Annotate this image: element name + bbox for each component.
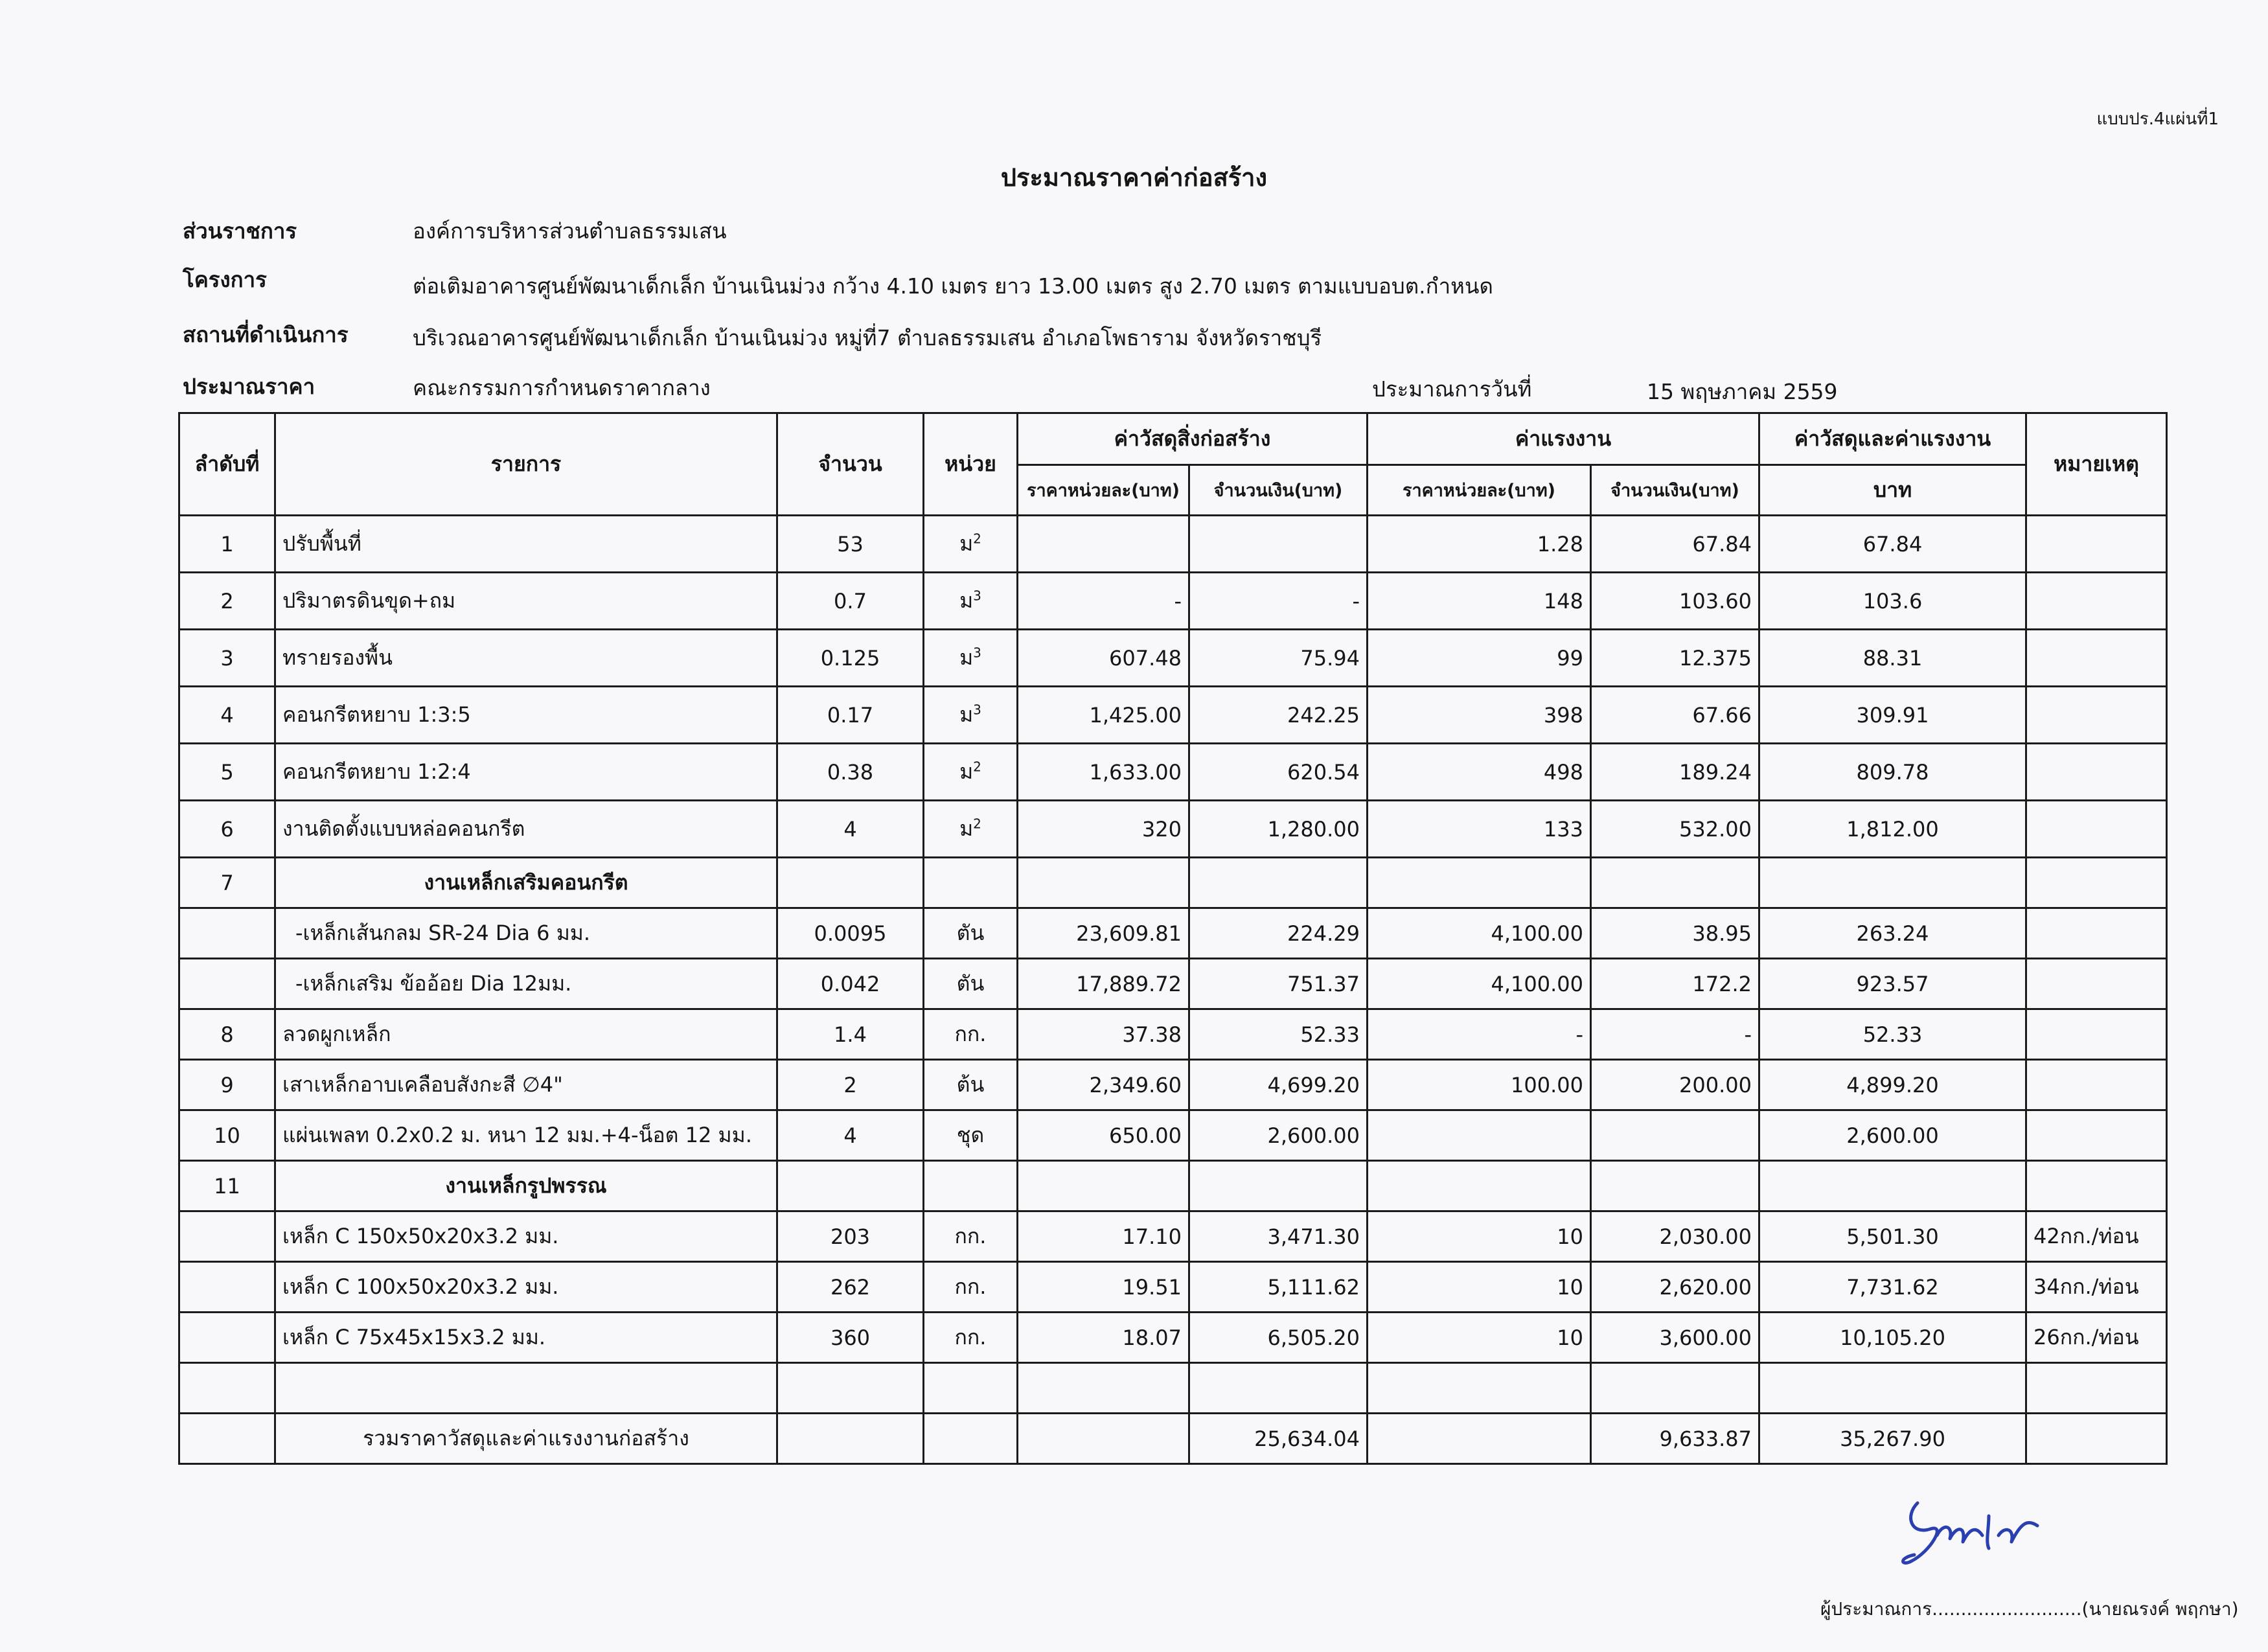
row-unit-text: ต้น [956, 1072, 985, 1097]
row-labor-amount: 200.00 [1591, 1060, 1759, 1110]
summary-labor-amount: 9,633.87 [1591, 1414, 1759, 1464]
row-unit-text: ม [959, 816, 974, 841]
row-remark [2026, 1009, 2167, 1060]
row-qty: 4 [777, 801, 924, 858]
row-total: 2,600.00 [1759, 1110, 2026, 1161]
summary-qty-cell [777, 1414, 924, 1464]
row-no [179, 1313, 275, 1363]
empty-cell [777, 858, 924, 908]
row-qty: 53 [777, 516, 924, 573]
col-header-unit: หน่วย [924, 413, 1018, 516]
row-labor-unit-price: 133 [1368, 801, 1591, 858]
form-code: แบบปร.4แผ่นที่1 [2096, 109, 2219, 129]
col-header-remark: หมายเหตุ [2026, 413, 2167, 516]
row-unit [924, 959, 1018, 1009]
summary-total: 35,267.90 [1759, 1414, 2026, 1464]
row-unit-text: ม [959, 588, 974, 613]
row-no: 6 [179, 801, 275, 858]
row-total: 309.91 [1759, 687, 2026, 744]
summary-no-cell [179, 1414, 275, 1464]
row-no [179, 1211, 275, 1262]
estimate-date-label: ประมาณการวันที่ [1372, 376, 1532, 402]
row-unit [924, 1060, 1018, 1110]
row-no: 8 [179, 1009, 275, 1060]
row-item: เหล็ก C 150x50x20x3.2 มม. [275, 1211, 777, 1262]
signature-image [1892, 1490, 2060, 1581]
row-qty: 0.0095 [777, 908, 924, 959]
row-qty: 4 [777, 1110, 924, 1161]
row-unit-text: ตัน [956, 921, 985, 945]
row-labor-unit-price: 10 [1368, 1262, 1591, 1313]
row-item: -เหล็กเส้นกลม SR-24 Dia 6 มม. [275, 908, 777, 959]
row-total: 809.78 [1759, 744, 2026, 801]
row-labor-amount: 172.2 [1591, 959, 1759, 1009]
table-row [179, 687, 2167, 744]
row-unit-text: กก. [954, 1224, 987, 1248]
row-unit-text: กก. [954, 1022, 987, 1046]
row-material-amount: 242.25 [1189, 687, 1368, 744]
row-unit-text: ม [959, 759, 974, 784]
col-header-material-unit-price: ราคาหน่วยละ(บาท) [1018, 465, 1189, 516]
row-material-unit-price [1018, 1363, 1189, 1414]
row-no: 4 [179, 687, 275, 744]
row-labor-amount: 2,030.00 [1591, 1211, 1759, 1262]
row-unit [924, 801, 1018, 858]
row-material-amount: 6,505.20 [1189, 1313, 1368, 1363]
site-value: บริเวณอาคารศูนย์พัฒนาเด็กเล็ก บ้านเนินม่วง หมู่ที่7 ตำบลธรรมเสน อำเภอโพธาราม จังหวัดราชบุรี [413, 325, 1322, 350]
row-labor-unit-price: 100.00 [1368, 1060, 1591, 1110]
table-row [179, 858, 2167, 908]
summary-label: รวมราคาวัสดุและค่าแรงงานก่อสร้าง [275, 1414, 777, 1464]
cost-estimate-table [178, 412, 2168, 1465]
col-header-total: ค่าวัสดุและค่าแรงงาน [1759, 413, 2026, 465]
table-row [179, 1262, 2167, 1313]
empty-cell [1759, 1161, 2026, 1211]
row-remark [2026, 1060, 2167, 1110]
row-total [1759, 1363, 2026, 1414]
row-labor-unit-price: 99 [1368, 630, 1591, 687]
row-material-unit-price: 17.10 [1018, 1211, 1189, 1262]
row-unit [924, 1110, 1018, 1161]
row-item: -เหล็กเสริม ข้ออ้อย Dia 12มม. [275, 959, 777, 1009]
empty-cell [1189, 858, 1368, 908]
estimator-value: คณะกรรมการกำหนดราคากลาง [413, 375, 711, 400]
row-unit-superscript: 3 [973, 645, 981, 661]
row-labor-unit-price: 498 [1368, 744, 1591, 801]
row-no: 1 [179, 516, 275, 573]
col-header-labor-amount: จำนวนเงิน(บาท) [1591, 465, 1759, 516]
table-row [179, 516, 2167, 573]
row-qty: 203 [777, 1211, 924, 1262]
row-no [179, 959, 275, 1009]
empty-cell [924, 858, 1018, 908]
row-item: ทรายรองพื้น [275, 630, 777, 687]
table-row [179, 908, 2167, 959]
empty-cell [2026, 1161, 2167, 1211]
row-remark [2026, 801, 2167, 858]
row-qty: 0.38 [777, 744, 924, 801]
row-material-amount: 620.54 [1189, 744, 1368, 801]
row-material-unit-price: 37.38 [1018, 1009, 1189, 1060]
row-material-unit-price: 17,889.72 [1018, 959, 1189, 1009]
row-unit-superscript: 3 [973, 588, 981, 604]
row-no: 5 [179, 744, 275, 801]
row-labor-amount: 3,600.00 [1591, 1313, 1759, 1363]
row-group-title: งานเหล็กรูปพรรณ [275, 1161, 777, 1211]
row-qty [777, 1363, 924, 1414]
row-labor-amount: 67.66 [1591, 687, 1759, 744]
row-unit-superscript: 2 [973, 759, 981, 775]
row-material-unit-price: 320 [1018, 801, 1189, 858]
col-header-labor: ค่าแรงงาน [1368, 413, 1759, 465]
table-row [179, 630, 2167, 687]
project-value: ต่อเติมอาคารศูนย์พัฒนาเด็กเล็ก บ้านเนินม่วง กว้าง 4.10 เมตร ยาว 13.00 เมตร สูง 2.70 เมตร ตามแบบอบต.กำหนด [413, 273, 1493, 299]
row-material-amount [1189, 1363, 1368, 1414]
estimator-signature-line: ผู้ประมาณการ..........................(นายณรงค์ พฤกษา) [1820, 1598, 2239, 1620]
row-qty: 2 [777, 1060, 924, 1110]
row-unit-superscript: 2 [973, 531, 981, 547]
empty-cell [924, 1161, 1018, 1211]
estimator-label: ประมาณราคา [183, 374, 315, 399]
col-header-no: ลำดับที่ [179, 413, 275, 516]
row-total: 10,105.20 [1759, 1313, 2026, 1363]
row-labor-unit-price: 148 [1368, 573, 1591, 630]
summary-remark-cell [2026, 1414, 2167, 1464]
row-unit [924, 1009, 1018, 1060]
row-material-unit-price: 2,349.60 [1018, 1060, 1189, 1110]
row-total: 67.84 [1759, 516, 2026, 573]
row-total: 5,501.30 [1759, 1211, 2026, 1262]
row-material-amount: 5,111.62 [1189, 1262, 1368, 1313]
row-labor-amount [1591, 1363, 1759, 1414]
table-row [179, 1110, 2167, 1161]
row-no [179, 1363, 275, 1414]
row-labor-amount: 532.00 [1591, 801, 1759, 858]
agency-label: ส่วนราชการ [183, 218, 297, 244]
row-unit [924, 1262, 1018, 1313]
row-material-amount: 2,600.00 [1189, 1110, 1368, 1161]
row-item [275, 1363, 777, 1414]
row-remark: 42กก./ท่อน [2026, 1211, 2167, 1262]
summary-lab-unit-cell [1368, 1414, 1591, 1464]
empty-cell [1018, 858, 1189, 908]
row-labor-amount: 67.84 [1591, 516, 1759, 573]
summary-mat-unit-cell [1018, 1414, 1189, 1464]
row-total: 88.31 [1759, 630, 2026, 687]
row-remark [2026, 516, 2167, 573]
row-item: ลวดผูกเหล็ก [275, 1009, 777, 1060]
row-material-unit-price [1018, 516, 1189, 573]
row-material-amount: 52.33 [1189, 1009, 1368, 1060]
row-material-amount: 1,280.00 [1189, 801, 1368, 858]
row-unit [924, 687, 1018, 744]
col-header-baht: บาท [1759, 465, 2026, 516]
row-material-unit-price: 650.00 [1018, 1110, 1189, 1161]
row-qty: 0.125 [777, 630, 924, 687]
row-labor-unit-price [1368, 1110, 1591, 1161]
row-unit-text: ม [959, 645, 974, 670]
agency-value: องค์การบริหารส่วนตำบลธรรมเสน [413, 218, 727, 244]
row-no: 3 [179, 630, 275, 687]
row-labor-amount: 2,620.00 [1591, 1262, 1759, 1313]
row-remark [2026, 959, 2167, 1009]
row-unit [924, 908, 1018, 959]
row-material-amount: 3,471.30 [1189, 1211, 1368, 1262]
row-remark: 34กก./ท่อน [2026, 1262, 2167, 1313]
row-total: 4,899.20 [1759, 1060, 2026, 1110]
row-labor-unit-price: 10 [1368, 1313, 1591, 1363]
table-row [179, 1363, 2167, 1414]
row-material-unit-price: 18.07 [1018, 1313, 1189, 1363]
row-labor-amount: 12.375 [1591, 630, 1759, 687]
row-labor-amount [1591, 1110, 1759, 1161]
table-row [179, 744, 2167, 801]
row-labor-unit-price: 398 [1368, 687, 1591, 744]
row-labor-unit-price: 1.28 [1368, 516, 1591, 573]
row-labor-unit-price: 4,100.00 [1368, 959, 1591, 1009]
row-material-amount: 4,699.20 [1189, 1060, 1368, 1110]
row-unit-text: ตัน [956, 971, 985, 996]
row-unit [924, 744, 1018, 801]
col-header-material: ค่าวัสดุสิ่งก่อสร้าง [1018, 413, 1368, 465]
col-header-labor-unit-price: ราคาหน่วยละ(บาท) [1368, 465, 1591, 516]
row-labor-unit-price [1368, 1363, 1591, 1414]
row-group-title: งานเหล็กเสริมคอนกรีต [275, 858, 777, 908]
row-no: 10 [179, 1110, 275, 1161]
document-title: ประมาณราคาค่าก่อสร้าง [1000, 163, 1268, 192]
row-unit-text: กก. [954, 1325, 987, 1349]
row-qty: 262 [777, 1262, 924, 1313]
row-unit [924, 573, 1018, 630]
row-unit-text: กก. [954, 1274, 987, 1299]
row-unit [924, 1211, 1018, 1262]
summary-unit-cell [924, 1414, 1018, 1464]
row-qty: 0.7 [777, 573, 924, 630]
row-material-unit-price: 1,425.00 [1018, 687, 1189, 744]
row-material-amount: 75.94 [1189, 630, 1368, 687]
row-unit-superscript: 3 [973, 702, 981, 718]
row-unit [924, 630, 1018, 687]
row-remark [2026, 744, 2167, 801]
col-header-qty: จำนวน [777, 413, 924, 516]
row-labor-amount: - [1591, 1009, 1759, 1060]
table-row [179, 1161, 2167, 1211]
row-labor-unit-price: 10 [1368, 1211, 1591, 1262]
row-unit-superscript: 2 [973, 816, 981, 832]
row-remark [2026, 630, 2167, 687]
empty-cell [1368, 1161, 1591, 1211]
empty-cell [2026, 858, 2167, 908]
row-unit [924, 1313, 1018, 1363]
row-item: เหล็ก C 75x45x15x3.2 มม. [275, 1313, 777, 1363]
summary-material-amount: 25,634.04 [1189, 1414, 1368, 1464]
row-unit-text: ม [959, 531, 974, 556]
row-item: คอนกรีตหยาบ 1:3:5 [275, 687, 777, 744]
row-total: 923.57 [1759, 959, 2026, 1009]
empty-cell [777, 1161, 924, 1211]
row-item: เหล็ก C 100x50x20x3.2 มม. [275, 1262, 777, 1313]
empty-cell [1368, 858, 1591, 908]
row-unit-text: ชุด [956, 1123, 985, 1147]
site-label: สถานที่ดำเนินการ [183, 322, 349, 347]
row-labor-amount: 189.24 [1591, 744, 1759, 801]
row-no [179, 908, 275, 959]
row-material-unit-price: 1,633.00 [1018, 744, 1189, 801]
row-material-unit-price: 607.48 [1018, 630, 1189, 687]
table-row [179, 1009, 2167, 1060]
row-material-amount: 224.29 [1189, 908, 1368, 959]
empty-cell [1018, 1161, 1189, 1211]
row-labor-amount: 38.95 [1591, 908, 1759, 959]
row-remark: 26กก./ท่อน [2026, 1313, 2167, 1363]
row-unit-text: ม [959, 702, 974, 727]
estimate-date-value: 15 พฤษภาคม 2559 [1647, 379, 1838, 404]
row-no: 9 [179, 1060, 275, 1110]
row-item: แผ่นเพลท 0.2x0.2 ม. หนา 12 มม.+4-น็อต 12 มม. [275, 1110, 777, 1161]
row-material-unit-price: 19.51 [1018, 1262, 1189, 1313]
row-material-unit-price: - [1018, 573, 1189, 630]
row-qty: 0.042 [777, 959, 924, 1009]
row-item: ปรับพื้นที่ [275, 516, 777, 573]
row-labor-unit-price: - [1368, 1009, 1591, 1060]
row-material-amount [1189, 516, 1368, 573]
col-header-material-amount: จำนวนเงิน(บาท) [1189, 465, 1368, 516]
table-row [179, 1211, 2167, 1262]
row-material-amount: 751.37 [1189, 959, 1368, 1009]
row-unit [924, 1363, 1018, 1414]
empty-cell [1759, 858, 2026, 908]
row-total: 263.24 [1759, 908, 2026, 959]
row-item: เสาเหล็กอาบเคลือบสังกะสี ∅4" [275, 1060, 777, 1110]
row-item: คอนกรีตหยาบ 1:2:4 [275, 744, 777, 801]
empty-cell [1189, 1161, 1368, 1211]
empty-cell [1591, 858, 1759, 908]
row-total: 7,731.62 [1759, 1262, 2026, 1313]
row-no [179, 1262, 275, 1313]
row-remark [2026, 908, 2167, 959]
row-remark [2026, 1363, 2167, 1414]
row-no: 11 [179, 1161, 275, 1211]
row-total: 103.6 [1759, 573, 2026, 630]
row-qty: 360 [777, 1313, 924, 1363]
row-unit [924, 516, 1018, 573]
row-material-amount: - [1189, 573, 1368, 630]
empty-cell [1591, 1161, 1759, 1211]
row-total: 1,812.00 [1759, 801, 2026, 858]
col-header-item: รายการ [275, 413, 777, 516]
row-item: ปริมาตรดินขุด+ถม [275, 573, 777, 630]
row-qty: 0.17 [777, 687, 924, 744]
row-qty: 1.4 [777, 1009, 924, 1060]
row-material-unit-price: 23,609.81 [1018, 908, 1189, 959]
row-no: 2 [179, 573, 275, 630]
row-item: งานติดตั้งแบบหล่อคอนกรีต [275, 801, 777, 858]
row-remark [2026, 573, 2167, 630]
row-labor-unit-price: 4,100.00 [1368, 908, 1591, 959]
row-remark [2026, 687, 2167, 744]
row-labor-amount: 103.60 [1591, 573, 1759, 630]
project-label: โครงการ [183, 267, 267, 292]
row-remark [2026, 1110, 2167, 1161]
table-row [179, 573, 2167, 630]
table-row [179, 801, 2167, 858]
table-row [179, 1313, 2167, 1363]
table-row [179, 1060, 2167, 1110]
row-total: 52.33 [1759, 1009, 2026, 1060]
row-no: 7 [179, 858, 275, 908]
table-row [179, 959, 2167, 1009]
